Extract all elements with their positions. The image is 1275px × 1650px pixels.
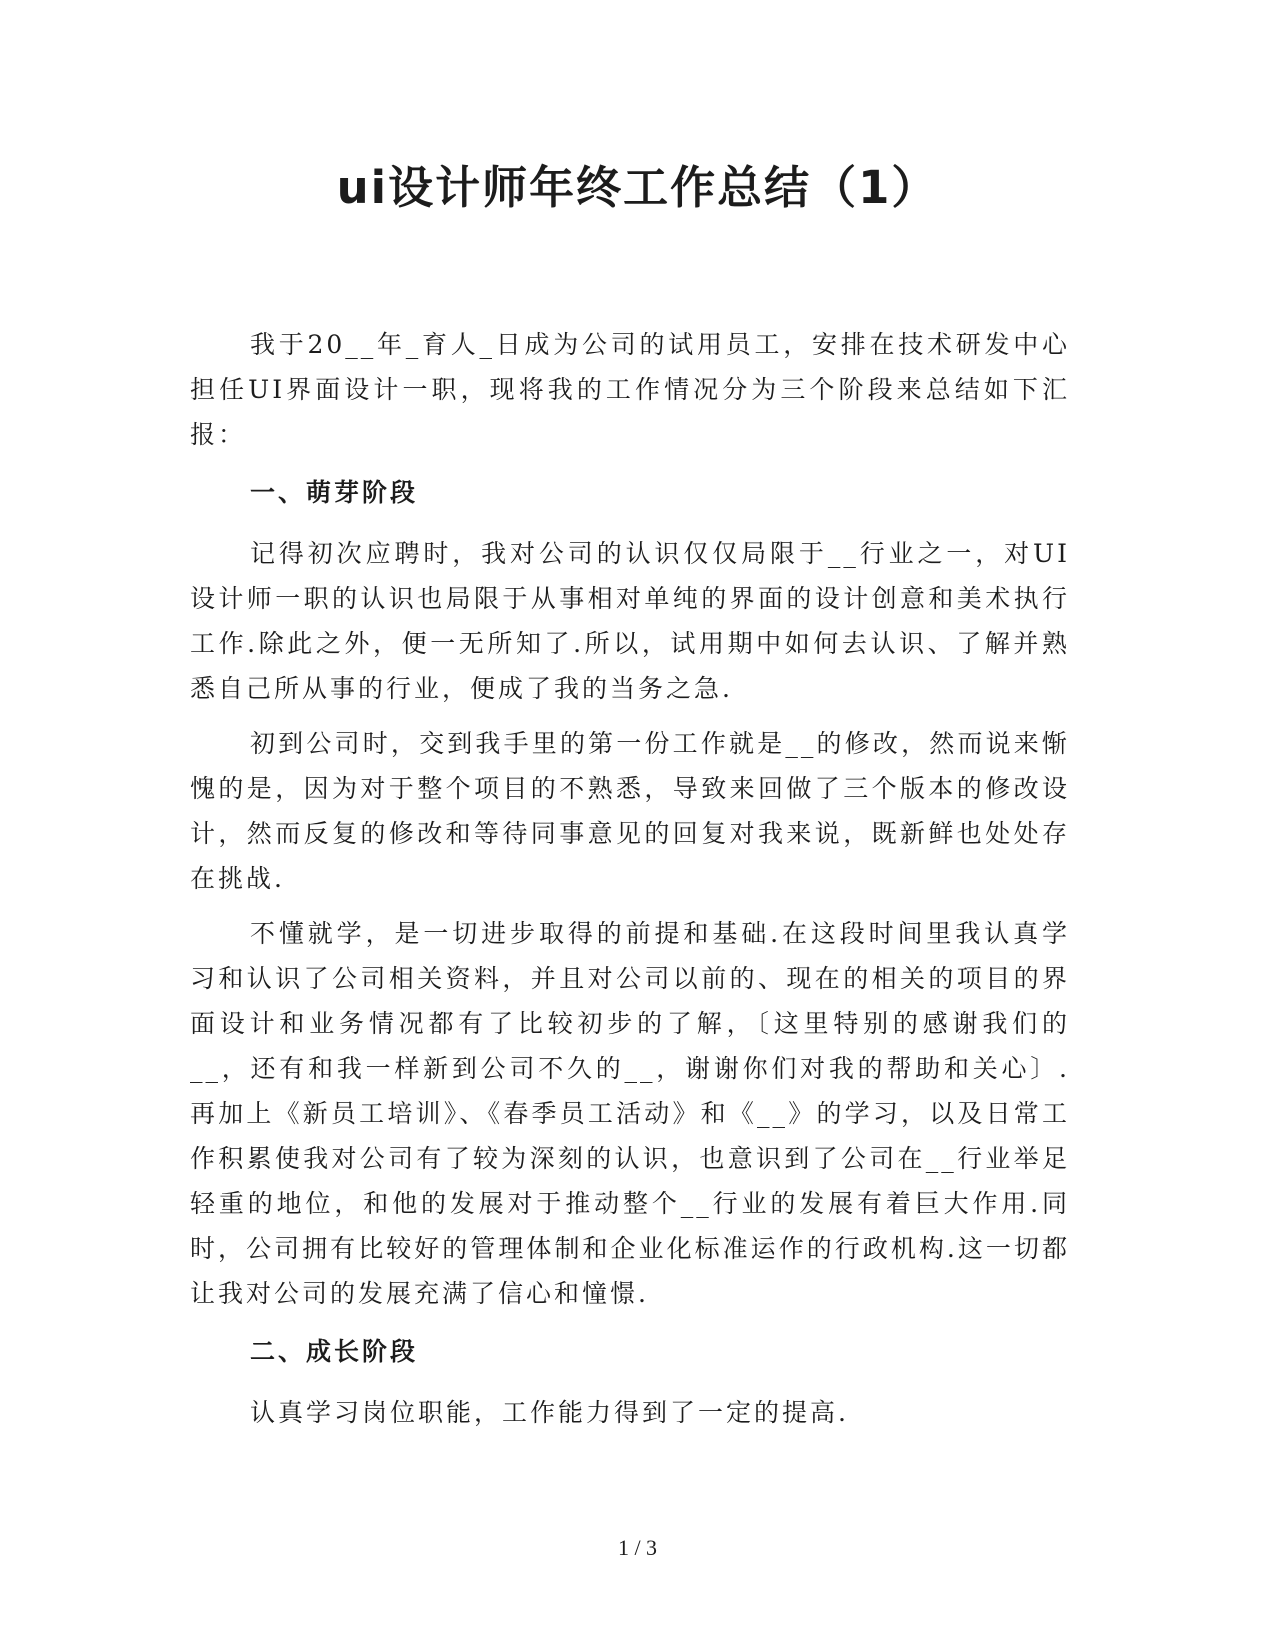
body-paragraph: 初到公司时，交到我手里的第一份工作就是__的修改，然而说来惭愧的是，因为对于整个项目的不熟悉，导致来回做了三个版本的修改设计，然而反复的修改和等待同事意见的回复对我来说，既新鲜也处处存在挑战.: [190, 729, 1070, 893]
section-heading-budding-stage: 一、萌芽阶段: [250, 478, 419, 507]
document-title: ui设计师年终工作总结（1）: [336, 161, 939, 214]
page-number: 1 / 3: [617, 1535, 658, 1560]
body-paragraph: 不懂就学，是一切进步取得的前提和基础.在这段时间里我认真学习和认识了公司相关资料，并且对公司以前的、现在的相关的项目的界面设计和业务情况都有了比较初步的了解，〔这里特别的感谢我们的__，还有和我一样新到公司不久的__，谢谢你们对我的帮助和关心〕.再加上《新员工培训》、《春季员工活动》和《__》的学习，以及日常工作积累使我对公司有了较为深刻的认识，也意识到了公司在__行业举足轻重的地位，和他的发展对于推动整个__行业的发展有着巨大作用.同时，公司拥有比较好的管理体制和企业化标准运作的行政机构.这一切都让我对公司的发展充满了信心和憧憬.: [190, 919, 1070, 1308]
body-paragraph: 认真学习岗位职能，工作能力得到了一定的提高.: [250, 1398, 849, 1427]
section-heading-growth-stage: 二、成长阶段: [250, 1337, 419, 1366]
document-body: [190, 322, 1070, 1445]
intro-paragraph: 我于20__年_育人_日成为公司的试用员工，安排在技术研发中心担任UI界面设计一职，现将我的工作情况分为三个阶段来总结如下汇报：: [190, 330, 1070, 449]
body-paragraph: 记得初次应聘时，我对公司的认识仅仅局限于__行业之一，对UI设计师一职的认识也局限于从事相对单纯的界面的设计创意和美术执行工作.除此之外，便一无所知了.所以，试用期中如何去认识、了解并熟悉自己所从事的行业，便成了我的当务之急.: [190, 539, 1070, 703]
